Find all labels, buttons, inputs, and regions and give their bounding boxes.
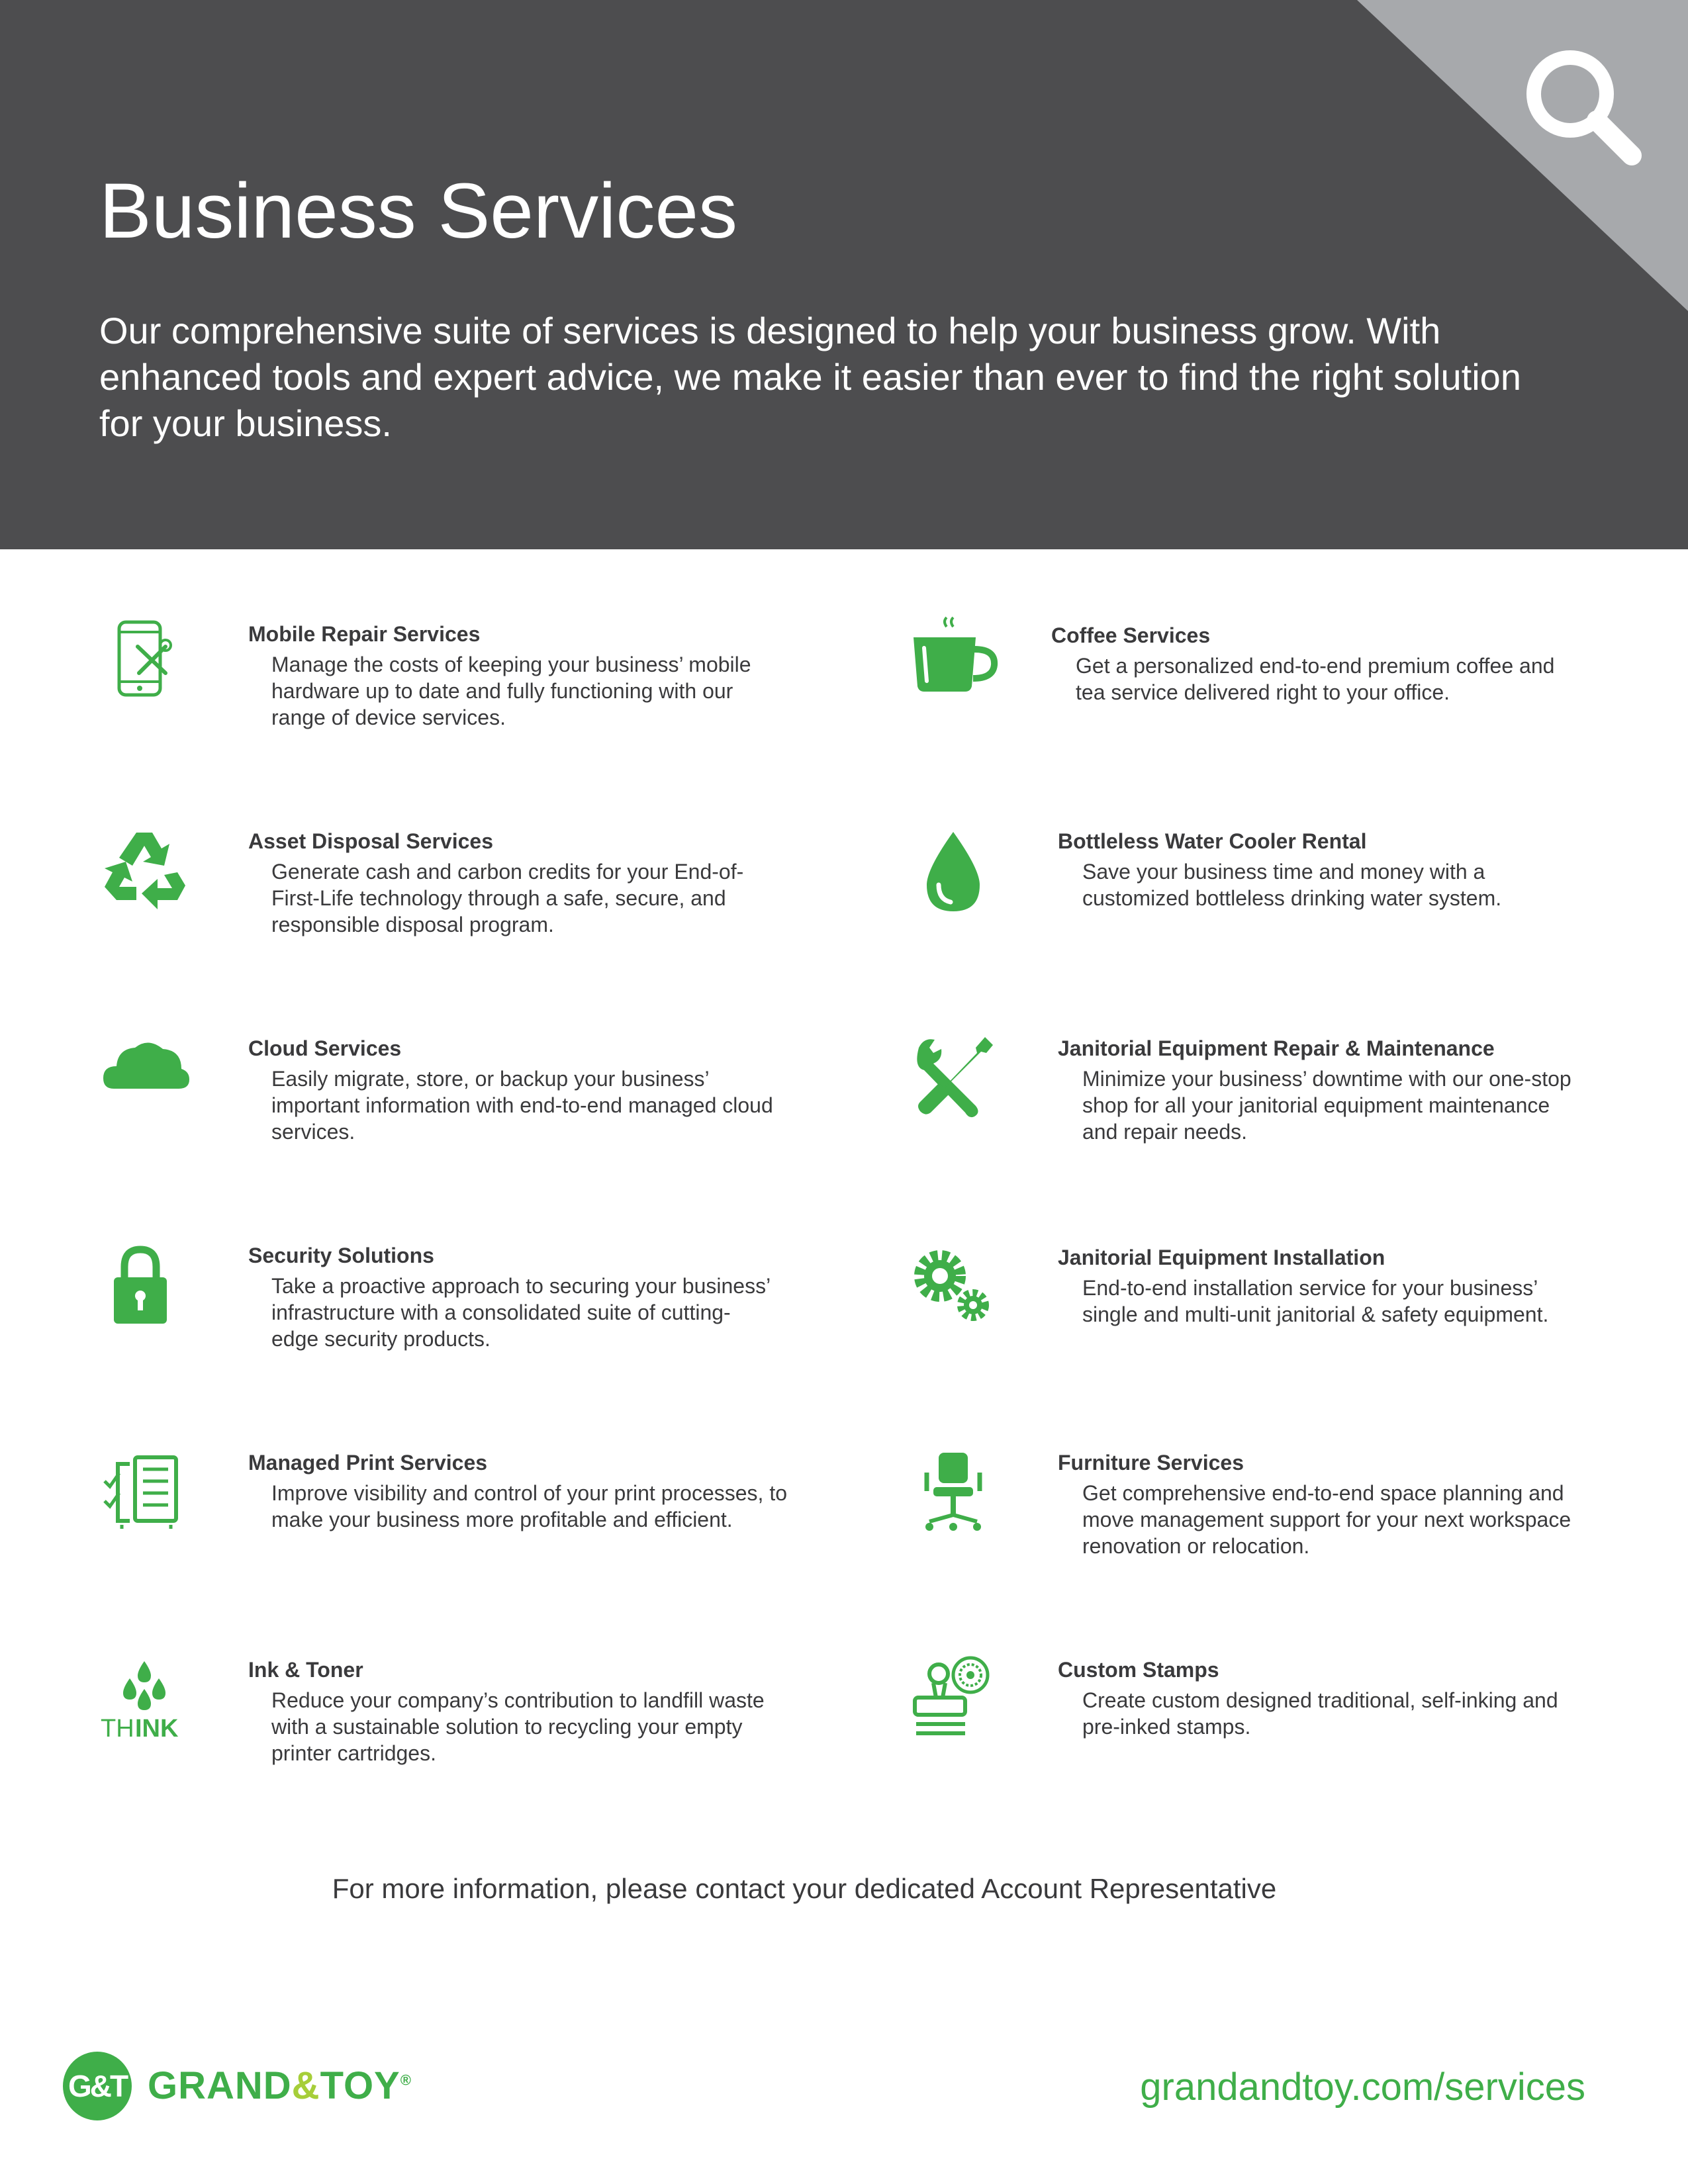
logo-wordmark — [148, 2064, 412, 2108]
service-description: Save your business time and money with a customized bottleless drinking water system. — [1082, 860, 1502, 910]
stamp-icon — [907, 1651, 1000, 1744]
contact-note: For more information, please contact your dedicated Account Representative — [332, 1873, 1277, 1904]
printer-icon — [98, 1444, 191, 1537]
grand-and-toy-logo[interactable] — [63, 2052, 412, 2124]
page-title: Business Services — [99, 167, 738, 255]
logo-word-grand: GRAND — [148, 2064, 292, 2107]
logo-word-toy: TOY — [320, 2064, 400, 2107]
service-description: Improve visibility and control of your print processes, to make your business more profitable and efficient. — [271, 1481, 787, 1531]
service-title: Furniture Services — [1058, 1451, 1244, 1475]
water-drop-icon — [907, 824, 1000, 917]
website-link[interactable]: grandandtoy.com/services — [1140, 2066, 1585, 2109]
coffee-cup-icon — [907, 612, 1000, 705]
logo-word-ampersand: & — [291, 2064, 320, 2107]
tools-icon — [907, 1029, 1000, 1122]
service-title: Janitorial Equipment Repair & Maintenance — [1058, 1036, 1495, 1060]
service-description: Get a personalized end-to-end premium coffee and tea service delivered right to your office. — [1076, 654, 1555, 704]
service-description: Get comprehensive end-to-end space planning and move management support for your next workspace renovation or relocation. — [1082, 1481, 1571, 1558]
lock-icon — [94, 1238, 187, 1330]
service-title: Coffee Services — [1051, 623, 1211, 647]
service-description: Take a proactive approach to securing your business’ infrastructure with a consolidated suite of cutting-edge security products. — [271, 1274, 771, 1351]
service-title: Security Solutions — [248, 1244, 434, 1267]
service-description: Reduce your company’s contribution to landfill waste with a sustainable solution to recycling your empty printer cartridges. — [271, 1688, 765, 1765]
service-title: Ink & Toner — [248, 1658, 363, 1682]
logo-registered-mark: ® — [400, 2071, 412, 2089]
service-description: End-to-end installation service for your business’ single and multi-unit janitorial & safety equipment. — [1082, 1276, 1549, 1326]
service-description: Generate cash and carbon credits for your End-of-First-Life technology through a safe, secure, and responsible disposal program. — [271, 860, 744, 936]
service-title: Bottleless Water Cooler Rental — [1058, 829, 1367, 853]
think-ink-icon — [98, 1655, 191, 1747]
service-description: Minimize your business’ downtime with our one-stop shop for all your janitorial equipment maintenance and repair needs. — [1082, 1067, 1571, 1144]
service-description: Manage the costs of keeping your business’ mobile hardware up to date and fully functioning with our range of device services. — [271, 653, 751, 729]
intro-paragraph: Our comprehensive suite of services is designed to help your business grow. With enhanced tools and expert advice, we make it easier than ever to find the right solution for your business. — [99, 310, 1521, 444]
think-label-ink: INK — [135, 1715, 179, 1743]
service-title: Cloud Services — [248, 1036, 402, 1060]
header-banner — [0, 0, 1688, 549]
gears-icon — [907, 1238, 1000, 1330]
service-title: Custom Stamps — [1058, 1658, 1219, 1682]
service-title: Janitorial Equipment Installation — [1058, 1246, 1385, 1269]
service-description: Easily migrate, store, or backup your business’ important information with end-to-end managed cloud services. — [271, 1067, 773, 1144]
office-chair-icon — [907, 1446, 1000, 1539]
service-title: Mobile Repair Services — [248, 622, 481, 646]
cloud-icon — [99, 1023, 192, 1115]
mobile-repair-icon — [99, 612, 192, 705]
service-description: Create custom designed traditional, self-inking and pre-inked stamps. — [1082, 1688, 1558, 1739]
service-title: Asset Disposal Services — [248, 829, 493, 853]
service-title: Managed Print Services — [248, 1451, 488, 1475]
logo-mark: G&T — [63, 2052, 132, 2120]
search-icon — [1516, 40, 1648, 172]
think-label-th: TH — [101, 1715, 134, 1743]
recycle-icon — [98, 821, 191, 913]
